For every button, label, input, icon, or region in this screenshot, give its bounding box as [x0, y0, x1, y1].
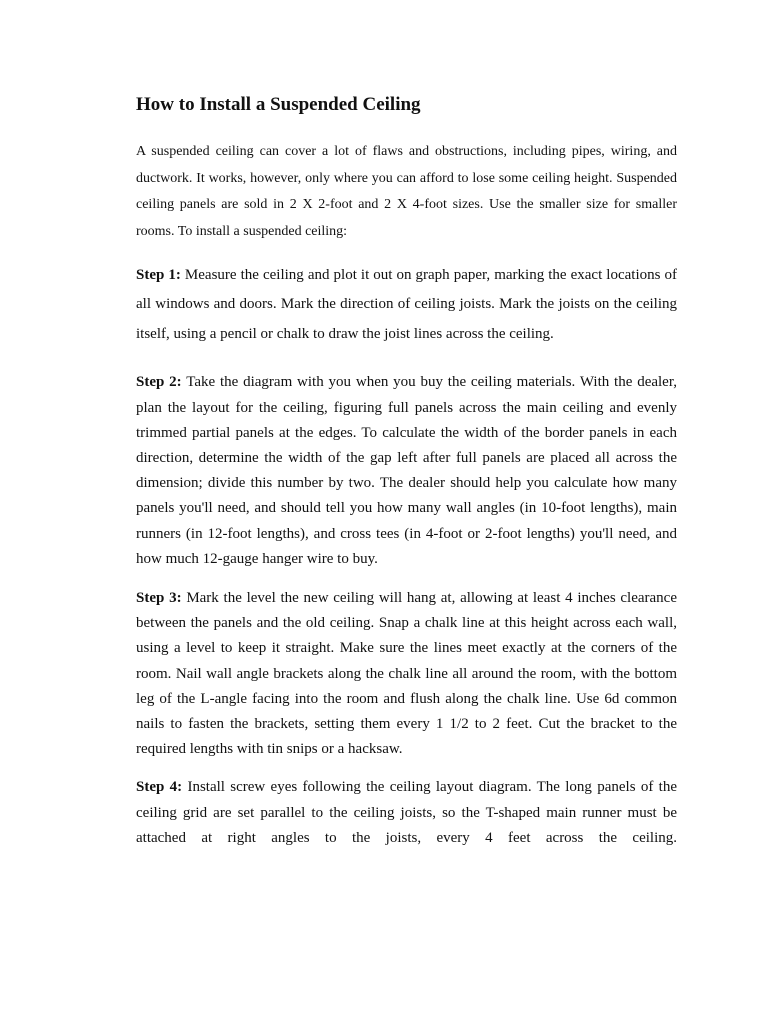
step-2-text: Take the diagram with you when you buy the ceiling materials. With the dealer, plan the layout for the ceiling, figuring full panels across the main ceiling and evenly trimmed partial panels at the edges. To calculate the width of the border panels in each direction, determine the width of the gap left after full panels are placed all across the dimension; divide this number by two. The dealer should help you calculate how many panels you'll need, and should tell you how many wall angles (in 10-foot lengths), main runners (in 12-foot lengths), and cross tees (in 4-foot or 2-foot lengths) you'll need, and how much 12-gauge hanger wire to buy.	[136, 374, 677, 567]
step-3-paragraph	[136, 586, 677, 762]
step-4-paragraph	[136, 775, 677, 851]
step-1-text: Measure the ceiling and plot it out on graph paper, marking the exact locations of all windows and doors. Mark the direction of ceiling joists. Mark the joists on the ceiling itself, using a pencil or chalk to draw the joist lines across the ceiling.	[136, 266, 677, 342]
step-2-label: Step 2:	[136, 374, 182, 391]
step-2-paragraph	[136, 370, 677, 572]
page-title: How to Install a Suspended Ceiling	[136, 94, 421, 115]
step-4-label: Step 4:	[136, 779, 183, 796]
intro-paragraph: A suspended ceiling can cover a lot of flaws and obstructions, including pipes, wiring, and ductwork. It works, however, only where you can afford to lose some ceiling height. Suspended ceiling panels are sold in 2 X 2-foot and 2 X 4-foot sizes. Use the smaller size for smaller rooms. To install a suspended ceiling:	[136, 144, 677, 240]
step-3-text: Mark the level the new ceiling will hang at, allowing at least 4 inches clearance between the panels and the old ceiling. Snap a chalk line at this height across each wall, using a level to keep it straight. Make sure the lines meet exactly at the corners of the room. Nail wall angle brackets along the chalk line all around the room, with the bottom leg of the L-angle facing into the room and flush along the chalk line. Use 6d common nails to fasten the brackets, setting them every 1 1/2 to 2 feet. Cut the bracket to the required lengths with tin snips or a hacksaw.	[136, 589, 677, 758]
step-1-label: Step 1:	[136, 266, 181, 283]
step-4-text: Install screw eyes following the ceiling layout diagram. The long panels of the ceiling grid are set parallel to the ceiling joists, so the T-shaped main runner must be attached at right angles to the joists, every 4 feet across the ceiling.	[136, 779, 677, 846]
step-3-label: Step 3:	[136, 589, 182, 606]
document-page	[136, 92, 677, 863]
step-1-paragraph	[136, 261, 677, 350]
